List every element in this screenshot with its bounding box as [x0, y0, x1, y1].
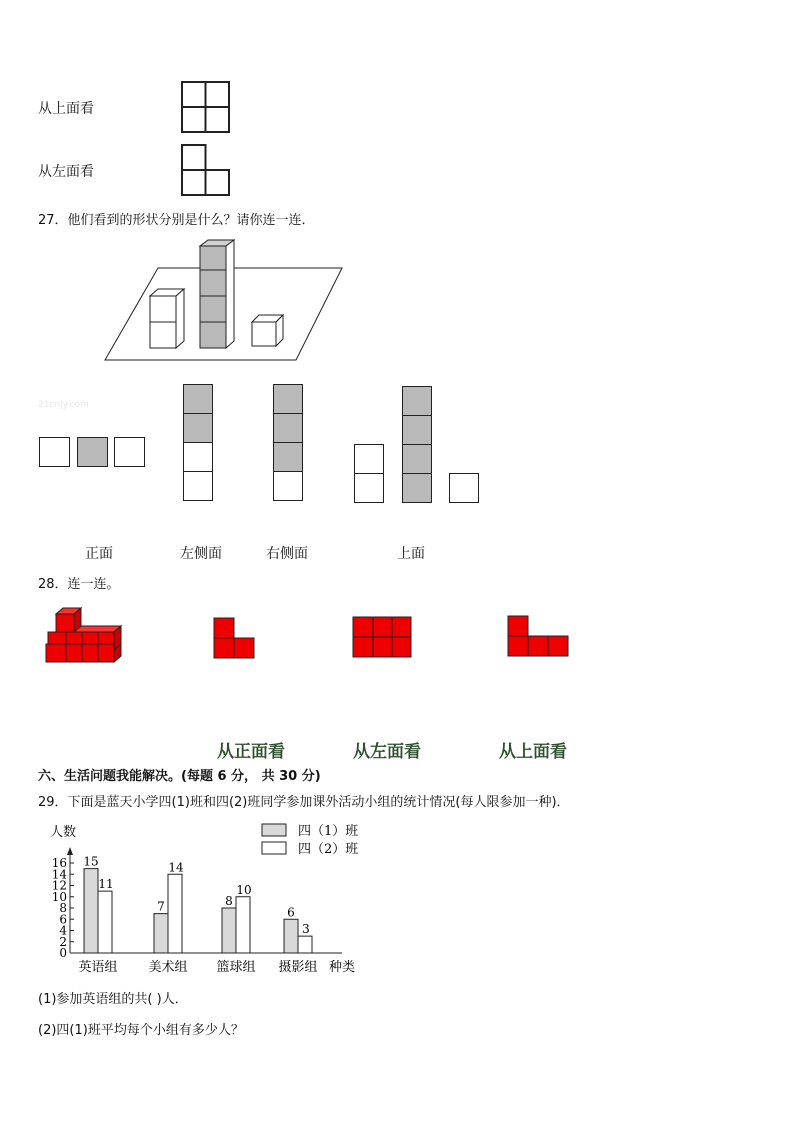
y-tick-label: 14: [51, 867, 67, 882]
legend-label: 四（1）班: [298, 824, 359, 839]
section6-title: 六、生活问题我能解决。(每题 6 分， 共 30 分): [38, 769, 321, 784]
y-tick-label: 4: [59, 923, 67, 938]
y-tick-label: 10: [51, 889, 67, 904]
caption-right: 右侧面: [266, 546, 308, 562]
legend-label: 四（2）班: [298, 842, 359, 857]
bar: [168, 874, 182, 953]
y-tick-label: 2: [59, 934, 67, 949]
activity-bar-chart: [34, 818, 374, 980]
q28-title: 28．连一连。: [38, 577, 120, 592]
bar: [84, 869, 98, 953]
category-label: 美术组: [148, 960, 188, 975]
bar-value-label: 8: [225, 894, 233, 908]
bar-value-label: 3: [302, 922, 310, 937]
bar-value-label: 10: [236, 882, 252, 897]
bar: [298, 936, 312, 953]
q29-sub2: (2)四(1)班平均每个小组有多少人？: [38, 1023, 244, 1038]
y-tick-label: 6: [59, 912, 67, 927]
caption-left: 左侧面: [180, 546, 222, 562]
category-label: 英语组: [78, 960, 118, 975]
category-label: 摄影组: [278, 960, 318, 975]
q28-shape-2x3: [351, 615, 413, 659]
q28-label-top: 从上面看: [499, 742, 567, 762]
top-view-label: 从上面看: [38, 101, 94, 117]
q28-label-left: 从左面看: [353, 742, 421, 762]
bar: [222, 908, 236, 953]
q28-shape-l-long: [506, 614, 570, 658]
y-tick-label: 16: [51, 856, 67, 870]
q27-solid-scene: [100, 238, 350, 366]
y-tick-label: 0: [59, 946, 67, 960]
y-tick-label: 8: [59, 901, 67, 915]
left-view-grid: [180, 143, 232, 197]
left-view-label: 从左面看: [38, 164, 94, 180]
q29-title: 29．下面是蓝天小学四(1)班和四(2)班同学参加课外活动小组的统计情况(每人限参加一种)．: [38, 795, 570, 810]
bar-value-label: 7: [157, 899, 165, 914]
q28-red-solid: [44, 604, 126, 666]
y-axis-arrow: [67, 847, 73, 855]
category-label: 篮球组: [216, 960, 256, 975]
bar-value-label: 6: [287, 905, 295, 920]
legend-swatch: [262, 824, 286, 836]
legend-swatch: [262, 842, 286, 854]
q28-shape-l-small: [212, 616, 256, 660]
y-axis-title: 人数: [50, 825, 77, 840]
x-axis-title: 种类: [329, 960, 356, 975]
y-tick-label: 12: [51, 878, 67, 893]
caption-front: 正面: [85, 546, 113, 562]
bar: [98, 891, 112, 953]
bar-value-label: 14: [168, 860, 184, 875]
q28-label-front: 从正面看: [217, 742, 285, 762]
bar-value-label: 11: [98, 877, 114, 892]
bar: [284, 919, 298, 953]
top-view-grid: [180, 80, 232, 134]
watermark: 21cnjy.com: [38, 400, 89, 410]
bar-value-label: 15: [83, 854, 99, 869]
bar: [236, 897, 250, 953]
bar: [154, 914, 168, 953]
caption-top: 上面: [397, 546, 425, 562]
q27-title: 27．他们看到的形状分别是什么？请你连一连．: [38, 213, 315, 228]
q29-sub1: (1)参加英语组的共( )人．: [38, 992, 188, 1007]
